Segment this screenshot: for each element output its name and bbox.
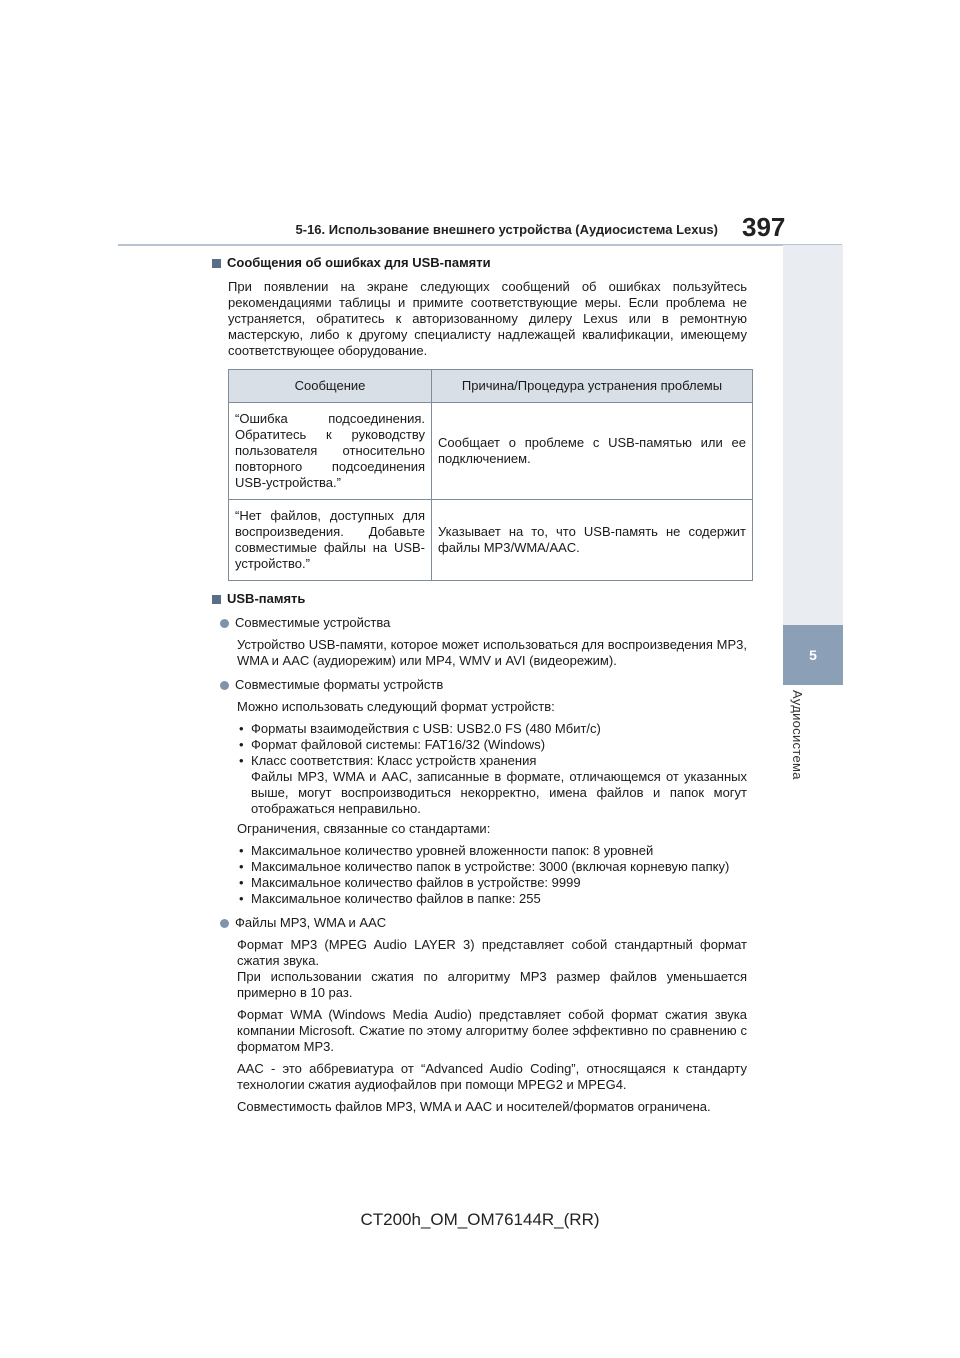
chapter-number: 5 (809, 647, 817, 663)
circle-bullet-icon (220, 619, 229, 628)
files-paragraph: Совместимость файлов MP3, WMA и AAC и носителей/форматов ограничена. (237, 1099, 711, 1114)
document-code: CT200h_OM_OM76144R_(RR) (360, 1210, 600, 1229)
circle-bullet-icon (220, 681, 229, 690)
list-item: • Максимальное количество папок в устройстве: 3000 (включая корневую папку) (237, 859, 747, 875)
header-divider (118, 244, 842, 246)
devices-text: Устройство USB-памяти, которое может использоваться для воспроизведения MP3, WMA и AAC (аудиорежим) или MP4, WMV и AVI (видеорежим). (237, 637, 747, 668)
error-messages-table (228, 369, 753, 581)
list-item: • Форматы взаимодействия с USB: USB2.0 FS (480 Мбит/с) (237, 721, 747, 737)
files-heading (220, 915, 747, 931)
files-paragraph: AAC - это аббревиатура от “Advanced Audio Coding”, относящаяся к стандарту технологии сжатия аудиофайлов при помощи MPEG2 и MPEG4. (237, 1061, 747, 1092)
chapter-tab[interactable] (783, 625, 843, 685)
usb-memory-heading-text: USB-память (227, 591, 306, 606)
formats-list (237, 721, 747, 817)
devices-heading (220, 615, 747, 631)
page-content (212, 255, 747, 1121)
list-item: • Максимальное количество файлов в папке: 255 (237, 891, 747, 907)
formats-note: Файлы MP3, WMA и AAC, записанные в формате, отличающемся от указанных выше, могут воспроизводиться некорректно, имена файлов и папок могут отображаться неправильно. (251, 769, 747, 816)
formats-heading-text: Совместимые форматы устройств (235, 677, 444, 692)
message-cell: “Нет файлов, доступных для воспроизведения. Добавьте совместимые файлы на USB-устройство.” (229, 500, 432, 581)
files-paragraph: Формат MP3 (MPEG Audio LAYER 3) представляет собой стандартный формат сжатия звука. (237, 937, 747, 968)
chapter-side-strip (783, 245, 843, 625)
usb-errors-intro: При появлении на экране следующих сообщений об ошибках пользуйтесь рекомендациями таблицы и примите соответствующие меры. Если проблема не устраняется, обратитесь к авторизованному дилеру Lexus или в ремонтную мастерскую, либо к другому специалисту надлежащей квалификации, имеющему соответствующее оборудование. (228, 279, 747, 358)
files-paragraph: Формат WMA (Windows Media Audio) представляет собой формат сжатия звука компании Microsoft. Сжатие по этому алгоритму более эффективно по сравнению с форматом MP3. (237, 1007, 747, 1054)
limits-list (237, 843, 747, 907)
table-row (229, 403, 753, 500)
devices-heading-text: Совместимые устройства (235, 615, 391, 630)
square-bullet-icon (212, 259, 221, 268)
chapter-label: Аудиосистема (790, 690, 805, 780)
col-cause-header: Причина/Процедура устранения проблемы (432, 370, 753, 403)
col-message-header: Сообщение (229, 370, 432, 403)
list-item: • Максимальное количество уровней вложенности папок: 8 уровней (237, 843, 747, 859)
usb-errors-heading (212, 255, 747, 271)
list-item: • Формат файловой системы: FAT16/32 (Windows) (237, 737, 747, 753)
page-number: 397 (742, 212, 786, 242)
page-header-title: 5-16. Использование внешнего устройства (Аудиосистема Lexus) (295, 222, 718, 237)
usb-memory-heading (212, 591, 747, 607)
list-item: • Максимальное количество файлов в устройстве: 9999 (237, 875, 747, 891)
square-bullet-icon (212, 595, 221, 604)
cause-cell: Указывает на то, что USB-память не содержит файлы MP3/WMA/AAC. (432, 500, 753, 581)
files-heading-text: Файлы MP3, WMA и AAC (235, 915, 387, 930)
table-row (229, 500, 753, 581)
circle-bullet-icon (220, 919, 229, 928)
message-cell: “Ошибка подсоединения. Обратитесь к руководству пользователя относительно повторного подсоединения USB-устройства.” (229, 403, 432, 500)
table-header-row (229, 370, 753, 403)
formats-intro: Можно использовать следующий формат устройств: (237, 699, 555, 714)
files-paragraph: При использовании сжатия по алгоритму MP3 размер файлов уменьшается примерно в 10 раз. (237, 969, 747, 1000)
list-item-text: Класс соответствия: Класс устройств хранения (251, 753, 537, 768)
limits-intro: Ограничения, связанные со стандартами: (237, 821, 491, 836)
formats-heading (220, 677, 747, 693)
cause-cell: Сообщает о проблеме с USB-памятью или ее подключением. (432, 403, 753, 500)
usb-errors-heading-text: Сообщения об ошибках для USB-памяти (227, 255, 491, 270)
list-item (237, 753, 747, 817)
